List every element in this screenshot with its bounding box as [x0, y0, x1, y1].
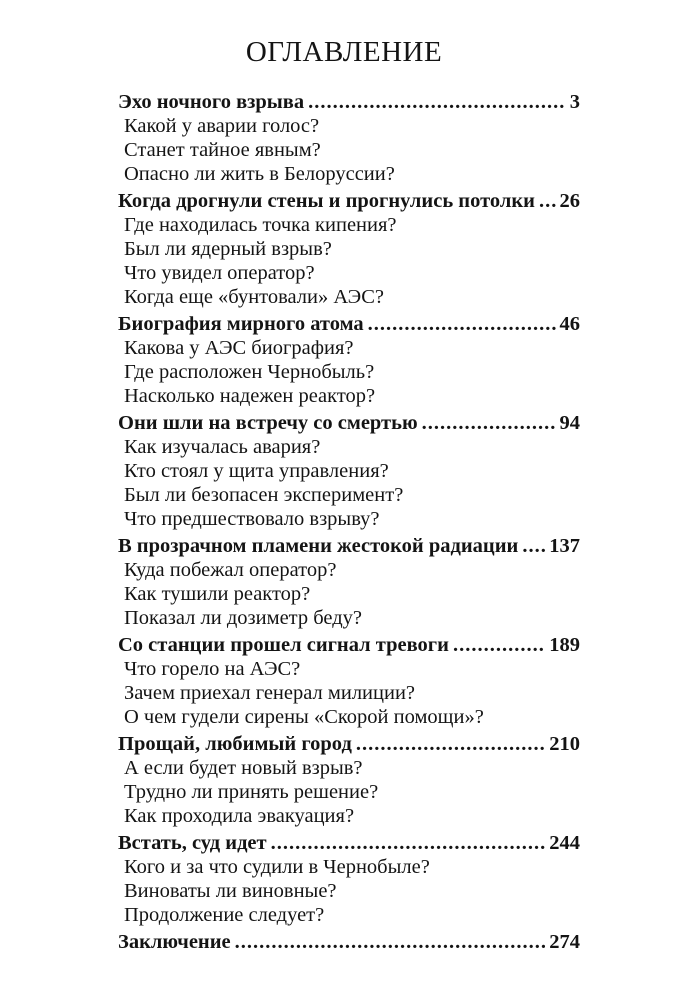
section-question: Был ли ядерный взрыв?	[124, 238, 332, 260]
section-question: Где расположен Чернобыль?	[124, 361, 375, 383]
section-question: Что увидел оператор?	[124, 262, 315, 284]
toc-entry	[118, 930, 580, 954]
section-question: Кто стоял у щита управления?	[124, 460, 389, 482]
section-question: Насколько надежен реактор?	[124, 385, 376, 407]
toc-entry	[118, 732, 580, 756]
dot-leader	[539, 189, 556, 213]
section-question: Как проходила эвакуация?	[124, 805, 355, 827]
chapter-title: Прощай, любимый город	[118, 733, 352, 755]
section-question: О чем гудели сирены «Скорой помощи»?	[124, 706, 484, 728]
toc-chapter	[118, 90, 580, 186]
page-number: 137	[549, 535, 580, 557]
dot-leader	[235, 930, 546, 954]
toc-chapter	[118, 633, 580, 729]
page-number: 3	[569, 91, 580, 113]
chapter-title: Они шли на встречу со смертью	[118, 412, 418, 434]
dot-leader	[453, 633, 545, 657]
section-question: Как тушили реактор?	[124, 583, 311, 605]
toc-entry	[118, 189, 580, 213]
page-number: 26	[559, 190, 580, 212]
table-of-contents	[118, 90, 580, 954]
section-question: Продолжение следует?	[124, 904, 325, 926]
dot-leader	[308, 90, 566, 114]
section-question: Какова у АЭС биография?	[124, 337, 354, 359]
dot-leader	[422, 411, 556, 435]
toc-chapter	[118, 411, 580, 531]
section-question: Как изучалась авария?	[124, 436, 321, 458]
toc-entry	[118, 831, 580, 855]
chapter-title: Встать, суд идет	[118, 832, 267, 854]
section-question: Был ли безопасен эксперимент?	[124, 484, 404, 506]
page-number: 244	[549, 832, 580, 854]
section-question: Опасно ли жить в Белоруссии?	[124, 163, 395, 185]
toc-chapter	[118, 534, 580, 630]
dot-leader	[271, 831, 546, 855]
section-question: Кого и за что судили в Чернобыле?	[124, 856, 430, 878]
toc-entry	[118, 534, 580, 558]
page-number: 46	[559, 313, 580, 335]
page-number: 210	[549, 733, 580, 755]
chapter-title: Когда дрогнули стены и прогнулись потолки	[118, 190, 535, 212]
dot-leader	[368, 312, 556, 336]
section-question: Куда побежал оператор?	[124, 559, 337, 581]
page-title: ОГЛАВЛЕНИЕ	[245, 36, 443, 68]
page-number: 94	[559, 412, 580, 434]
section-question: Какой у аварии голос?	[124, 115, 320, 137]
chapter-title: Эхо ночного взрыва	[118, 91, 305, 113]
section-question: Где находилась точка кипения?	[124, 214, 397, 236]
section-question: Что горело на АЭС?	[124, 658, 301, 680]
toc-entry	[118, 312, 580, 336]
toc-chapter	[118, 732, 580, 828]
chapter-title: Заключение	[118, 931, 231, 953]
section-question: Виноваты ли виновные?	[124, 880, 337, 902]
toc-chapter	[118, 312, 580, 408]
page-number: 189	[549, 634, 580, 656]
toc-entry	[118, 633, 580, 657]
page-number: 274	[549, 931, 580, 953]
toc-entry	[118, 411, 580, 435]
section-question: Зачем приехал генерал милиции?	[124, 682, 416, 704]
section-question: Показал ли дозиметр беду?	[124, 607, 363, 629]
section-question: Что предшествовало взрыву?	[124, 508, 380, 530]
chapter-title: Со станции прошел сигнал тревоги	[118, 634, 449, 656]
chapter-title: В прозрачном пламени жестокой радиации	[118, 535, 519, 557]
section-question: Когда еще «бунтовали» АЭС?	[124, 286, 384, 308]
toc-chapter	[118, 831, 580, 927]
section-question: А если будет новый взрыв?	[124, 757, 363, 779]
toc-chapter	[118, 930, 580, 954]
section-question: Станет тайное явным?	[124, 139, 321, 161]
dot-leader	[356, 732, 545, 756]
section-question: Трудно ли принять решение?	[124, 781, 379, 803]
toc-chapter	[118, 189, 580, 309]
toc-entry	[118, 90, 580, 114]
dot-leader	[522, 534, 545, 558]
chapter-title: Биография мирного атома	[118, 313, 364, 335]
